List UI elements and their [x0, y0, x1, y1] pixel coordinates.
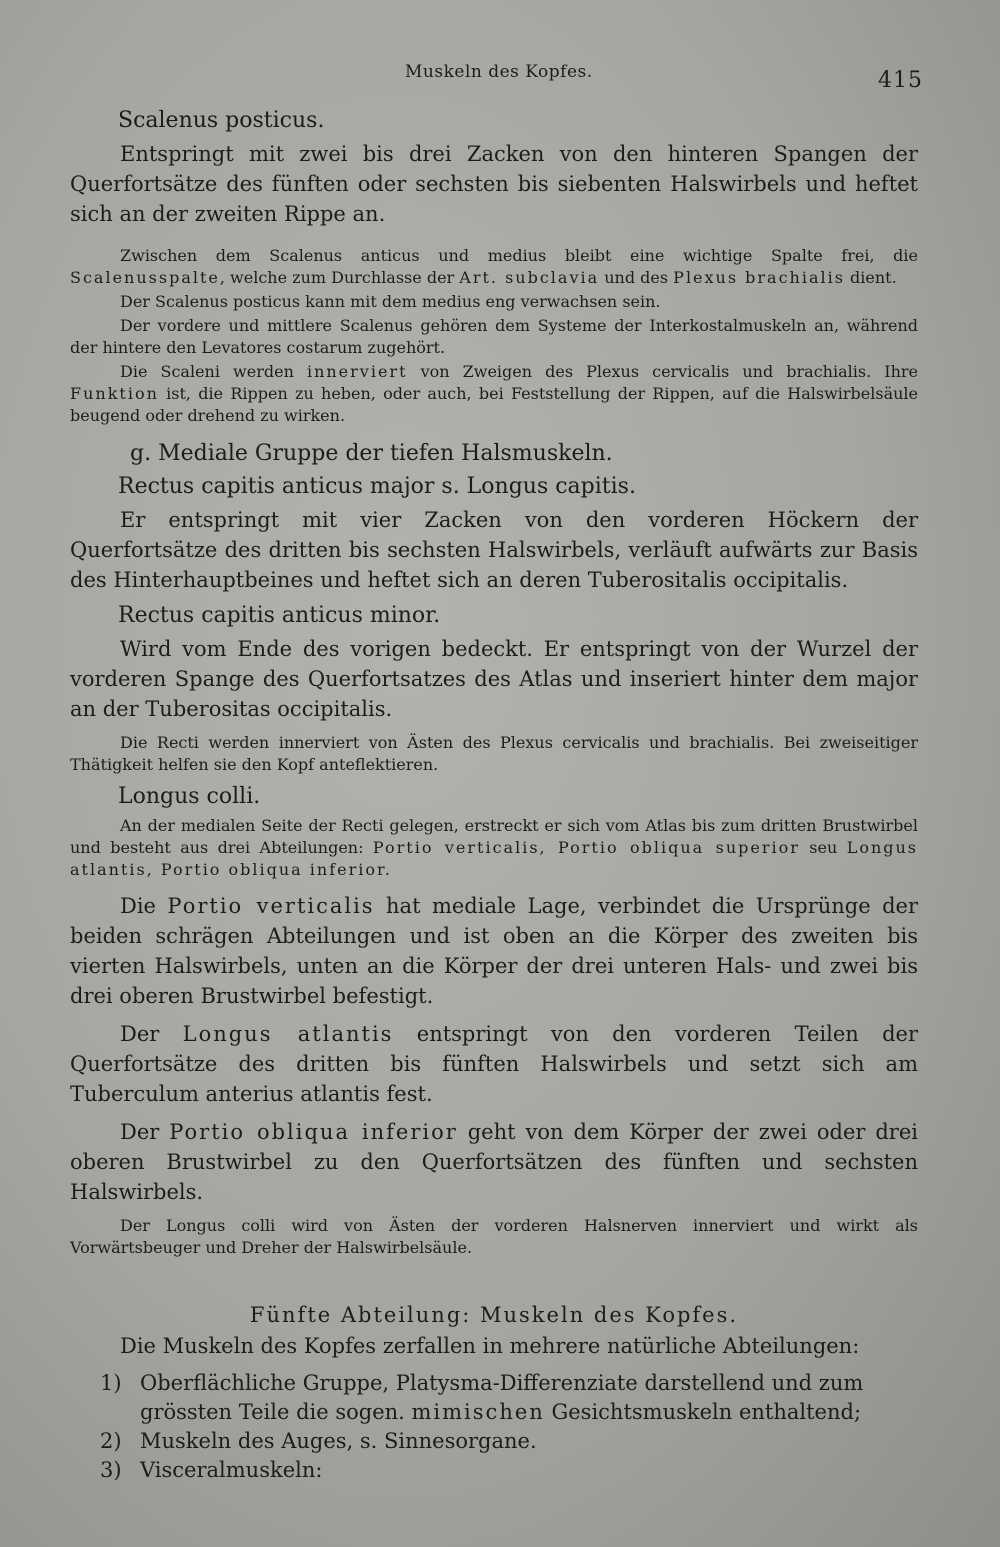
paragraph-portio-verticalis: Die Portio verticalis hat mediale Lage, verbindet die Ursprünge der beiden schrägen Abteilungen und ist oben an die Körper des zweiten bis vierten Halswirbels, unten an die Körper der drei unteren Hals- und zwei bis drei oberen Brustwirbel befestigt.	[70, 894, 919, 1008]
paragraph-longus-atlantis: Der Longus atlantis entspringt von den vorderen Teilen der Querfortsätze des dritten bis fünften Halswirbels und setzt sich am Tuberculum anterius atlantis fest.	[70, 1022, 919, 1106]
list-item-text: Oberflächliche Gruppe, Platysma-Differenziate darstellend und zum grössten Teile die sogen. mimischen Gesichtsmuskeln enthaltend;	[140, 1371, 864, 1424]
note-interkostalmuskeln: Der vordere und mittlere Scalenus gehören dem Systeme der Interkostalmuskeln an, während der hintere den Levatores costarum zugehört.	[70, 316, 918, 357]
paragraph-portio-obliqua-inferior: Der Portio obliqua inferior geht von dem Körper der zwei oder drei oberen Brustwirbel zu den Querfortsätzen des fünften und sechsten Halswirbels.	[70, 1120, 918, 1204]
muscle-heading-rectus-minor: Rectus capitis anticus minor.	[118, 603, 441, 628]
list-item-number: 2)	[100, 1429, 122, 1453]
note-longus-colli-divisions: An der medialen Seite der Recti gelegen, erstreckt er sich vom Atlas bis zum dritten Brustwirbel und besteht aus drei Abteilungen: Portio verticalis, Portio obliqua superior seu Longus atlantis, Portio obliqua inferior.	[70, 816, 919, 879]
list-item	[70, 1456, 918, 1485]
list-item-text: Visceralmuskeln:	[140, 1458, 323, 1482]
note-recti-innervation: Die Recti werden innerviert von Ästen des Plexus cervicalis und brachialis. Bei zweiseitiger Thätigkeit helfen sie den Kopf anteflektieren.	[70, 733, 918, 774]
paragraph-part5-intro: Die Muskeln des Kopfes zerfallen in mehrere natürliche Abteilungen:	[120, 1334, 860, 1358]
list-item	[70, 1369, 918, 1427]
muscle-heading-scalenus-posticus: Scalenus posticus.	[118, 108, 325, 133]
muscle-heading-rectus-major: Rectus capitis anticus major s. Longus capitis.	[118, 474, 636, 499]
running-title: Muskeln des Kopfes.	[405, 62, 593, 82]
muscle-heading-longus-colli: Longus colli.	[118, 784, 261, 809]
page-number: 415	[878, 68, 923, 93]
list-item-number: 1)	[100, 1371, 122, 1395]
list-item-number: 3)	[100, 1458, 122, 1482]
note-scalenusspalte: Zwischen dem Scalenus anticus und medius bleibt eine wichtige Spalte frei, die Scalenusspalte, welche zum Durchlasse der Art. subclavia und des Plexus brachialis dient.	[70, 246, 918, 287]
page-content	[70, 100, 918, 1485]
paragraph-scalenus-posticus: Entspringt mit zwei bis drei Zacken von den hinteren Spangen der Querfortsätze des fünften oder sechsten bis siebenten Halswirbels und heftet sich an der zweiten Rippe an.	[70, 142, 918, 226]
division-list	[70, 1369, 918, 1485]
note-scaleni-innervation: Die Scaleni werden innerviert von Zweigen des Plexus cervicalis und brachialis. Ihre Funktion ist, die Rippen zu heben, oder auch, bei Feststellung der Rippen, auf die Halswirbelsäule beugend oder drehend zu wirken.	[70, 362, 919, 425]
note-longus-colli-innervation: Der Longus colli wird von Ästen der vorderen Halsnerven innerviert und wirkt als Vorwärtsbeuger und Dreher der Halswirbelsäule.	[70, 1216, 918, 1257]
list-item-text: Muskeln des Auges, s. Sinnesorgane.	[140, 1429, 537, 1453]
list-item	[70, 1427, 918, 1456]
section-heading-group-g: g. Mediale Gruppe der tiefen Halsmuskeln.	[130, 441, 613, 466]
note-scalenus-posticus: Der Scalenus posticus kann mit dem medius eng verwachsen sein.	[120, 292, 661, 311]
part-title-muskeln-des-kopfes: Fünfte Abteilung: Muskeln des Kopfes.	[249, 1303, 739, 1327]
paragraph-rectus-minor: Wird vom Ende des vorigen bedeckt. Er entspringt von der Wurzel der vorderen Spange des Querfortsatzes des Atlas und inseriert hinter dem major an der Tuberositas occipitalis.	[70, 637, 918, 721]
paragraph-rectus-major: Er entspringt mit vier Zacken von den vorderen Höckern der Querfortsätze des dritten bis sechsten Halswirbels, verläuft aufwärts zur Basis des Hinterhauptbeines und heftet sich an deren Tuberositalis occipitalis.	[70, 508, 918, 592]
